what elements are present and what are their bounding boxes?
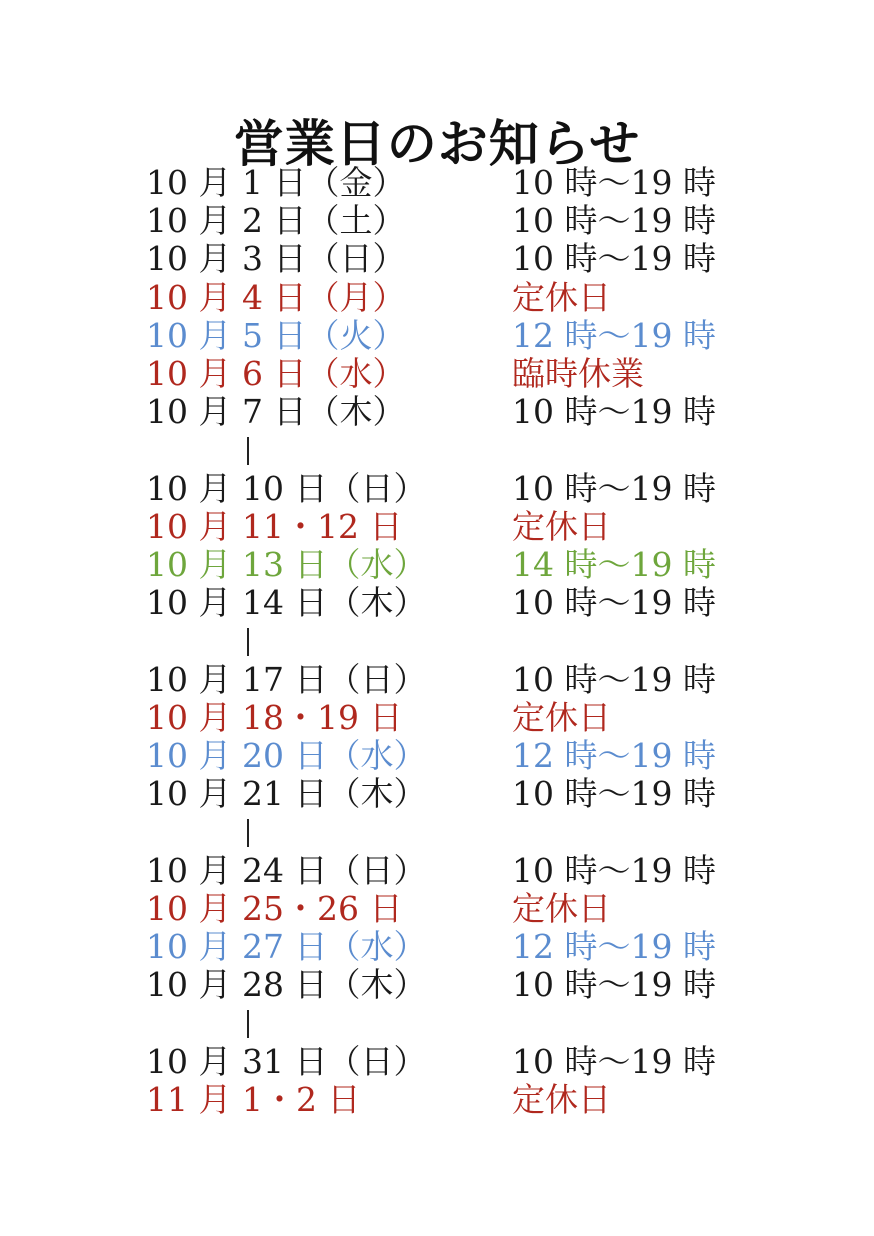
schedule-row xyxy=(0,699,874,737)
schedule-date: 10 月 27 日（水） xyxy=(146,927,427,966)
schedule-row xyxy=(0,661,874,699)
schedule-row xyxy=(0,966,874,1004)
schedule-row xyxy=(0,928,874,966)
continuation-separator xyxy=(0,431,874,469)
schedule-date: 10 月 25・26 日 xyxy=(146,888,403,928)
schedule-hours: 12 時〜19 時 xyxy=(512,927,716,966)
schedule-date: 10 月 17 日（日） xyxy=(146,659,427,699)
schedule-hours: 10 時〜19 時 xyxy=(512,965,716,1005)
schedule-hours: 定休日 xyxy=(512,277,611,317)
schedule-hours: 12 時〜19 時 xyxy=(512,736,716,775)
schedule-row xyxy=(0,775,874,813)
schedule-row xyxy=(0,737,874,775)
vertical-dash-mark xyxy=(247,437,249,465)
vertical-dash-mark xyxy=(247,819,249,847)
schedule-date: 10 月 3 日（日） xyxy=(146,239,406,279)
schedule-date: 10 月 4 日（月） xyxy=(146,277,406,317)
schedule-date: 10 月 20 日（水） xyxy=(146,736,427,775)
schedule-hours: 10 時〜19 時 xyxy=(512,163,716,202)
schedule-row xyxy=(0,890,874,928)
schedule-row xyxy=(0,508,874,546)
schedule-hours: 10 時〜19 時 xyxy=(512,774,716,814)
continuation-separator xyxy=(0,1004,874,1042)
schedule-hours: 14 時〜19 時 xyxy=(512,545,716,584)
schedule-hours: 定休日 xyxy=(512,888,611,928)
schedule-date: 10 月 28 日（木） xyxy=(146,965,427,1005)
continuation-separator xyxy=(0,622,874,660)
schedule-date: 10 月 5 日（火） xyxy=(146,315,406,355)
schedule-row xyxy=(0,240,874,278)
schedule-row xyxy=(0,470,874,508)
schedule-hours: 定休日 xyxy=(512,697,611,737)
schedule-hours: 12 時〜19 時 xyxy=(512,315,716,355)
schedule-row xyxy=(0,584,874,622)
schedule-date: 10 月 1 日（金） xyxy=(146,163,406,202)
schedule-date: 10 月 13 日（水） xyxy=(146,545,427,584)
schedule-date: 10 月 18・19 日 xyxy=(146,697,403,737)
schedule-date: 10 月 7 日（木） xyxy=(146,392,406,432)
schedule-row xyxy=(0,546,874,584)
schedule-date: 10 月 24 日（日） xyxy=(146,850,427,890)
schedule-date: 10 月 11・12 日 xyxy=(146,506,403,546)
schedule-date: 10 月 21 日（木） xyxy=(146,774,427,814)
schedule-hours: 10 時〜19 時 xyxy=(512,850,716,890)
vertical-dash-mark xyxy=(247,1010,249,1038)
schedule-row xyxy=(0,279,874,317)
schedule-hours: 10 時〜19 時 xyxy=(512,201,716,241)
schedule-date: 10 月 6 日（水） xyxy=(146,354,406,393)
schedule-date: 10 月 31 日（日） xyxy=(146,1041,427,1081)
schedule-row xyxy=(0,355,874,393)
schedule-hours: 臨時休業 xyxy=(512,354,644,393)
schedule-hours: 10 時〜19 時 xyxy=(512,239,716,279)
schedule-row xyxy=(0,1081,874,1119)
schedule-date: 11 月 1・2 日 xyxy=(146,1079,361,1119)
schedule-hours: 10 時〜19 時 xyxy=(512,392,716,432)
schedule-row xyxy=(0,393,874,431)
page-title: 営業日のお知らせ xyxy=(233,113,641,173)
vertical-dash-mark xyxy=(247,628,249,656)
schedule-date: 10 月 10 日（日） xyxy=(146,468,427,508)
schedule-row xyxy=(0,164,874,202)
schedule-hours: 定休日 xyxy=(512,1079,611,1119)
schedule-row xyxy=(0,852,874,890)
schedule-row xyxy=(0,202,874,240)
schedule-hours: 10 時〜19 時 xyxy=(512,659,716,699)
schedule-hours: 10 時〜19 時 xyxy=(512,583,716,623)
schedule-row xyxy=(0,317,874,355)
schedule-date: 10 月 14 日（木） xyxy=(146,583,427,623)
schedule-hours: 10 時〜19 時 xyxy=(512,468,716,508)
schedule-row xyxy=(0,1043,874,1081)
schedule-hours: 10 時〜19 時 xyxy=(512,1041,716,1081)
schedule-date: 10 月 2 日（土） xyxy=(146,201,406,241)
schedule-hours: 定休日 xyxy=(512,506,611,546)
continuation-separator xyxy=(0,813,874,851)
